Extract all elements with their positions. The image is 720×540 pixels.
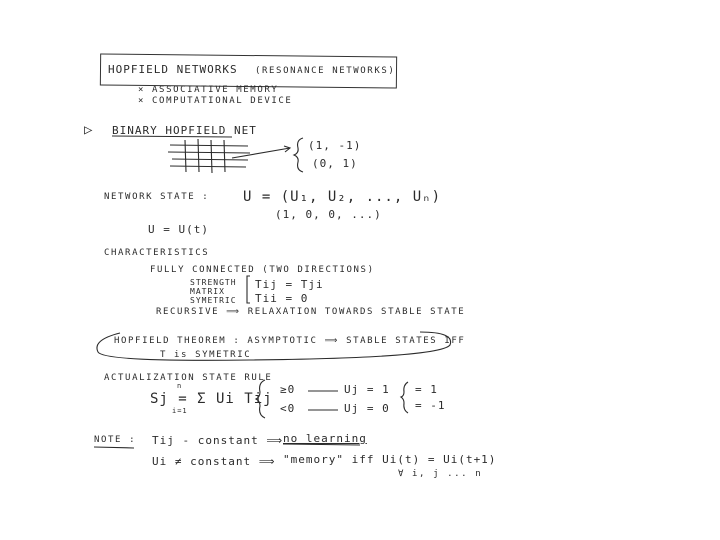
heading-underline bbox=[112, 136, 232, 137]
strength-label: STRENGTH bbox=[190, 278, 237, 287]
network-grid-icon bbox=[168, 139, 250, 173]
page-title: HOPFIELD NETWORKS bbox=[108, 63, 238, 76]
memory-condition: "memory" iff Ui(t) = Ui(t+1) bbox=[283, 453, 497, 466]
alt-one: = 1 bbox=[415, 383, 438, 396]
tii-zero: Tii = 0 bbox=[255, 292, 309, 305]
note-underline bbox=[94, 447, 134, 448]
u-of-t: U = U(t) bbox=[148, 223, 209, 236]
alt-brace bbox=[401, 382, 408, 413]
no-learning: no learning bbox=[283, 432, 367, 445]
rule-label: ACTUALIZATION STATE RULE bbox=[104, 373, 273, 383]
characteristics-label: CHARACTERISTICS bbox=[104, 248, 210, 258]
cond-positive: ≥0 bbox=[280, 383, 296, 396]
fully-connected: FULLY CONNECTED (TWO DIRECTIONS) bbox=[150, 265, 375, 275]
state-option-1: (1, -1) bbox=[308, 139, 362, 152]
state-option-2: (0, 1) bbox=[312, 157, 358, 170]
result-one: Uj = 1 bbox=[344, 383, 390, 396]
bullet-computational-device: × COMPUTATIONAL DEVICE bbox=[138, 96, 293, 106]
page-subtitle: (RESONANCE NETWORKS) bbox=[255, 66, 396, 76]
matrix-label: MATRIX bbox=[190, 287, 225, 296]
theorem-line-1: HOPFIELD THEOREM : ASYMPTOTIC ⟹ STABLE STATES IFF bbox=[114, 336, 466, 346]
u-definition: U = (U₁, U₂, ..., Uₙ) bbox=[243, 189, 442, 205]
sum-lower: i=1 bbox=[172, 407, 188, 415]
theorem-line-2: T is SYMETRIC bbox=[160, 350, 252, 360]
rule-brace bbox=[256, 380, 265, 418]
matrix-bracket bbox=[247, 276, 250, 303]
note-line-2: Ui ≠ constant ⟹ bbox=[152, 455, 276, 468]
arrow-marker-icon: ▷ bbox=[84, 122, 94, 138]
theorem-loop bbox=[97, 332, 451, 360]
bullet-associative-memory: × ASSOCIATIVE MEMORY bbox=[138, 85, 279, 95]
tij-symmetry: Tij = Tji bbox=[255, 278, 324, 291]
cond-negative: <0 bbox=[280, 402, 296, 415]
index-range: ∀ i, j ... n bbox=[398, 469, 483, 479]
note-line-1: Tij - constant ⟹ bbox=[152, 434, 284, 447]
u-example: (1, 0, 0, ...) bbox=[275, 208, 382, 221]
sum-upper: n bbox=[177, 382, 183, 390]
sum-formula: Sj = Σ Ui Tij bbox=[150, 391, 273, 407]
recursive-relaxation: RECURSIVE ⟹ RELAXATION TOWARDS STABLE STATE bbox=[156, 307, 466, 317]
binary-heading: BINARY HOPFIELD NET bbox=[112, 124, 257, 137]
result-zero: Uj = 0 bbox=[344, 402, 390, 415]
state-brace bbox=[294, 138, 303, 172]
note-label: NOTE : bbox=[94, 435, 137, 445]
network-state-label: NETWORK STATE : bbox=[104, 192, 210, 202]
no-learning-underline bbox=[283, 444, 360, 445]
alt-minus-one: = -1 bbox=[415, 399, 446, 412]
symetric-label: SYMETRIC bbox=[190, 296, 237, 305]
